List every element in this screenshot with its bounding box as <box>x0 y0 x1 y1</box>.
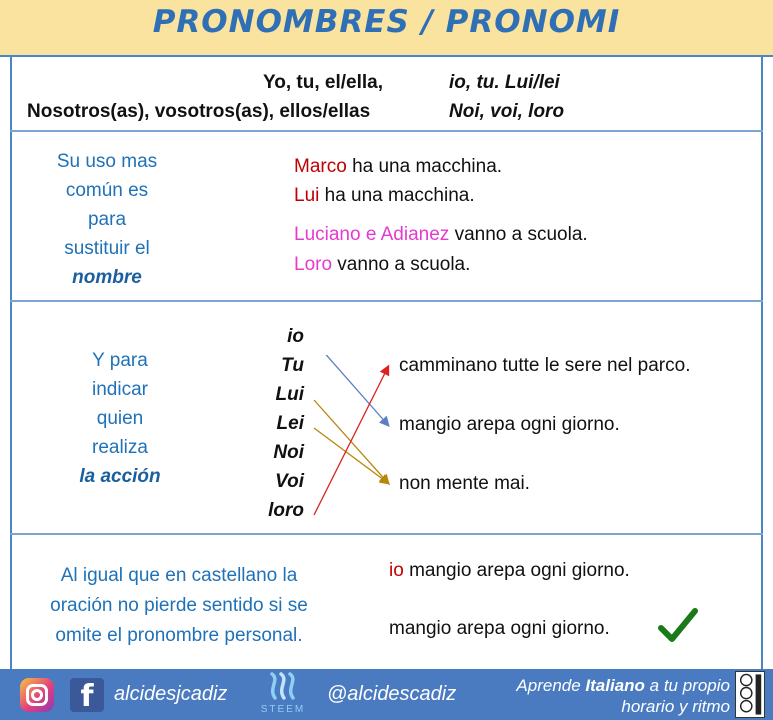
pronoun-lui: Lui <box>275 384 304 405</box>
example-pronoun: io <box>389 560 404 581</box>
sentence-1 <box>294 156 502 178</box>
section2-line5: la acción <box>79 466 161 487</box>
example-without-pronoun: mangio arepa ogni giorno. <box>389 618 610 639</box>
sentence-4-rest: vanno a scuola. <box>332 254 471 275</box>
section1-explanation <box>22 147 192 292</box>
check-mark-icon <box>658 608 698 644</box>
section2-explanation <box>35 346 205 491</box>
section2-line3: quien <box>96 408 144 429</box>
section1-line5: nombre <box>72 267 142 288</box>
intro-it-line1: io, tu. Lui/lei <box>449 72 560 93</box>
sentence-4 <box>294 254 470 276</box>
phrase-3: non mente mai. <box>399 473 530 494</box>
pronoun-loro: loro <box>268 500 304 521</box>
example-rest: mangio arepa ogni giorno. <box>403 560 630 581</box>
matching-arrows <box>300 355 400 525</box>
sentence-3 <box>294 224 588 246</box>
section3-explanation <box>24 561 334 651</box>
section3-line3: omite el pronombre personal. <box>55 625 303 646</box>
section2-line2: indicar <box>92 379 148 400</box>
section3-line1: Al igual que en castellano la <box>60 565 298 586</box>
footer-handle-steem[interactable]: @alcidescadiz <box>327 683 457 705</box>
page-title: PRONOMBRES / PRONOMI <box>152 4 621 40</box>
intro-es-line1: Yo, tu, el/ella, <box>263 72 384 93</box>
section2-line1: Y para <box>92 350 148 371</box>
arrow-lei <box>314 428 388 483</box>
footer-handle-social[interactable]: alcidesjcadiz <box>114 683 228 705</box>
sentence-4-subject: Loro <box>294 254 333 275</box>
pronoun-lei: Lei <box>276 413 304 434</box>
divider-2 <box>10 300 763 302</box>
steem-icon[interactable] <box>266 672 298 702</box>
example-with-pronoun <box>389 560 630 582</box>
steem-label: STEEM <box>260 704 306 715</box>
phrase-1: camminano tutte le sere nel parco. <box>399 355 691 376</box>
sentence-2-rest: ha una macchina. <box>319 185 475 206</box>
sentence-2-subject: Lui <box>294 185 320 206</box>
sentence-3-subject: Luciano e Adianez <box>294 224 450 245</box>
sentence-3-rest: vanno a scuola. <box>449 224 588 245</box>
pronoun-voi: Voi <box>275 471 304 492</box>
section1-line4: sustituir el <box>64 238 150 259</box>
sentence-1-rest: ha una macchina. <box>346 156 503 177</box>
instagram-icon-lens <box>31 689 43 701</box>
tagline-line2: horario y ritmo <box>621 697 730 716</box>
section2-line4: realiza <box>92 437 148 458</box>
footer-tagline <box>480 675 730 717</box>
divider-1 <box>10 130 763 132</box>
section3-line2: oración no pierde sentido si se <box>50 595 308 616</box>
tagline-line1: Aprende Italiano a tu propio <box>516 676 730 695</box>
divider-3 <box>10 533 763 535</box>
creative-commons-icon <box>735 671 765 718</box>
frame-right-border <box>761 57 763 669</box>
sentence-2 <box>294 185 475 207</box>
sentence-1-subject: Marco <box>294 156 347 177</box>
intro-it-line2: Noi, voi, loro <box>449 101 565 122</box>
facebook-icon[interactable]: f <box>70 678 104 712</box>
pronoun-io: io <box>287 326 304 347</box>
intro-es-line2: Nosotros(as), vosotros(as), ellos/ellas <box>27 101 371 122</box>
frame-left-border <box>10 57 12 669</box>
arrow-loro <box>314 367 388 515</box>
section1-line2: común es <box>65 180 149 201</box>
section1-line1: Su uso mas <box>56 151 158 172</box>
phrase-2: mangio arepa ogni giorno. <box>399 414 620 435</box>
pronoun-tu: Tu <box>281 355 304 376</box>
pronoun-noi: Noi <box>273 442 304 463</box>
section1-line3: para <box>87 209 127 230</box>
